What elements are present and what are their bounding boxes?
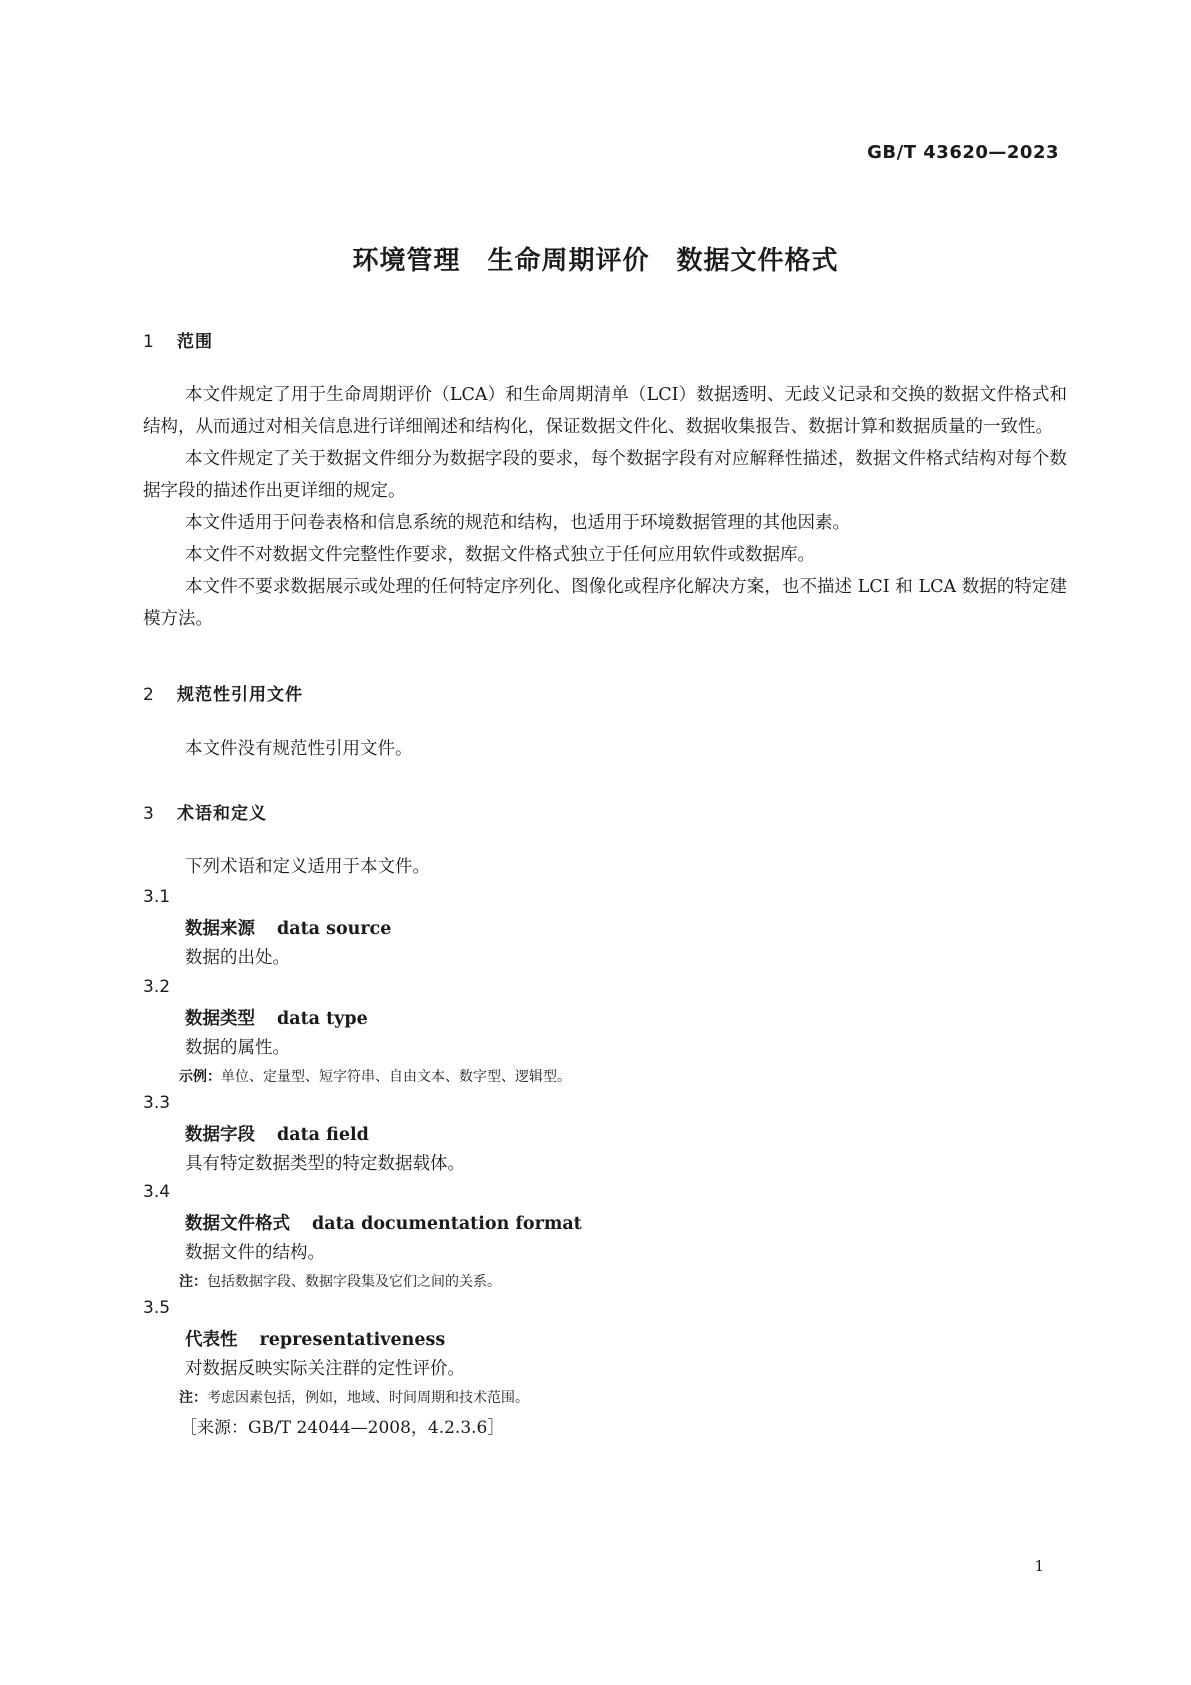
- section-title: 规范性引用文件: [177, 685, 303, 705]
- paragraph: 本文件没有规范性引用文件。: [185, 739, 413, 759]
- section-number: 2: [143, 685, 155, 705]
- term-definition: 数据的属性。: [185, 1038, 290, 1058]
- term-note: [179, 1387, 529, 1407]
- paragraph: 本文件不要求数据展示或处理的任何特定序列化、图像化或程序化解决方案，也不描述 LCI 和 LCA 数据的特定建模方法。: [143, 577, 1067, 629]
- term-en: data field: [277, 1125, 369, 1145]
- term-zh: 代表性: [185, 1330, 238, 1350]
- term-name: [185, 1121, 369, 1146]
- term-zh: 数据来源: [185, 919, 255, 939]
- term-zh: 数据字段: [185, 1125, 255, 1145]
- section-title: 范围: [177, 332, 213, 352]
- section-body-terms: [143, 851, 1067, 883]
- term-definition: 具有特定数据类型的特定数据载体。: [185, 1154, 465, 1174]
- note-label: 注：: [179, 1390, 207, 1406]
- note-label: 注：: [179, 1274, 207, 1290]
- section-title: 术语和定义: [177, 804, 267, 824]
- note-text: 单位、定量型、短字符串、自由文本、数字型、逻辑型。: [221, 1069, 571, 1085]
- term-number: 3.3: [143, 1093, 171, 1113]
- paragraph: 本文件不对数据文件完整性作要求，数据文件格式独立于任何应用软件或数据库。: [185, 545, 815, 565]
- paragraph: 本文件规定了用于生命周期评价（LCA）和生命周期清单（LCI）数据透明、无歧义记录和交换的数据文件格式和结构，从而通过对相关信息进行详细阐述和结构化，保证数据文件化、数据收集报告、数据计算和数据质量的一致性。: [143, 385, 1067, 437]
- paragraph: 本文件规定了关于数据文件细分为数据字段的要求，每个数据字段有对应解释性描述，数据文件格式结构对每个数据字段的描述作出更详细的规定。: [143, 449, 1067, 501]
- term-name: [185, 1326, 445, 1351]
- term-en: data documentation format: [312, 1214, 582, 1234]
- paragraph: 下列术语和定义适用于本文件。: [185, 857, 430, 877]
- term-number: 3.4: [143, 1182, 171, 1202]
- term-number: 3.5: [143, 1298, 171, 1318]
- document-title: 环境管理 生命周期评价 数据文件格式: [352, 246, 839, 276]
- term-name: [185, 1005, 368, 1030]
- section-body-scope: [143, 379, 1067, 635]
- section-heading-terms: [143, 799, 267, 824]
- term-en: data source: [277, 919, 392, 939]
- term-example: [179, 1066, 571, 1086]
- note-label: 示例：: [179, 1069, 221, 1085]
- term-definition: 对数据反映实际关注群的定性评价。: [185, 1359, 465, 1379]
- section-heading-scope: [143, 327, 213, 352]
- document-code: GB/T 43620—2023: [867, 142, 1059, 163]
- term-name: [185, 1210, 582, 1235]
- term-en: representativeness: [259, 1330, 446, 1350]
- section-number: 1: [143, 332, 155, 352]
- term-name: [185, 915, 391, 940]
- section-heading-normative-references: [143, 680, 303, 705]
- term-zh: 数据文件格式: [185, 1214, 290, 1234]
- term-source: ［来源：GB/T 24044—2008，4.2.3.6］: [180, 1418, 505, 1438]
- term-number: 3.2: [143, 977, 171, 997]
- term-en: data type: [277, 1009, 368, 1029]
- note-text: 考虑因素包括，例如，地域、时间周期和技术范围。: [207, 1390, 529, 1406]
- page-number: 1: [1034, 1557, 1044, 1575]
- paragraph: 本文件适用于问卷表格和信息系统的规范和结构，也适用于环境数据管理的其他因素。: [185, 513, 850, 533]
- term-definition: 数据的出处。: [185, 948, 290, 968]
- term-zh: 数据类型: [185, 1009, 255, 1029]
- note-text: 包括数据字段、数据字段集及它们之间的关系。: [207, 1274, 501, 1290]
- section-body-normative-references: [143, 733, 1067, 765]
- term-number: 3.1: [143, 887, 171, 907]
- term-definition: 数据文件的结构。: [185, 1243, 325, 1263]
- term-note: [179, 1271, 501, 1291]
- section-number: 3: [143, 804, 155, 824]
